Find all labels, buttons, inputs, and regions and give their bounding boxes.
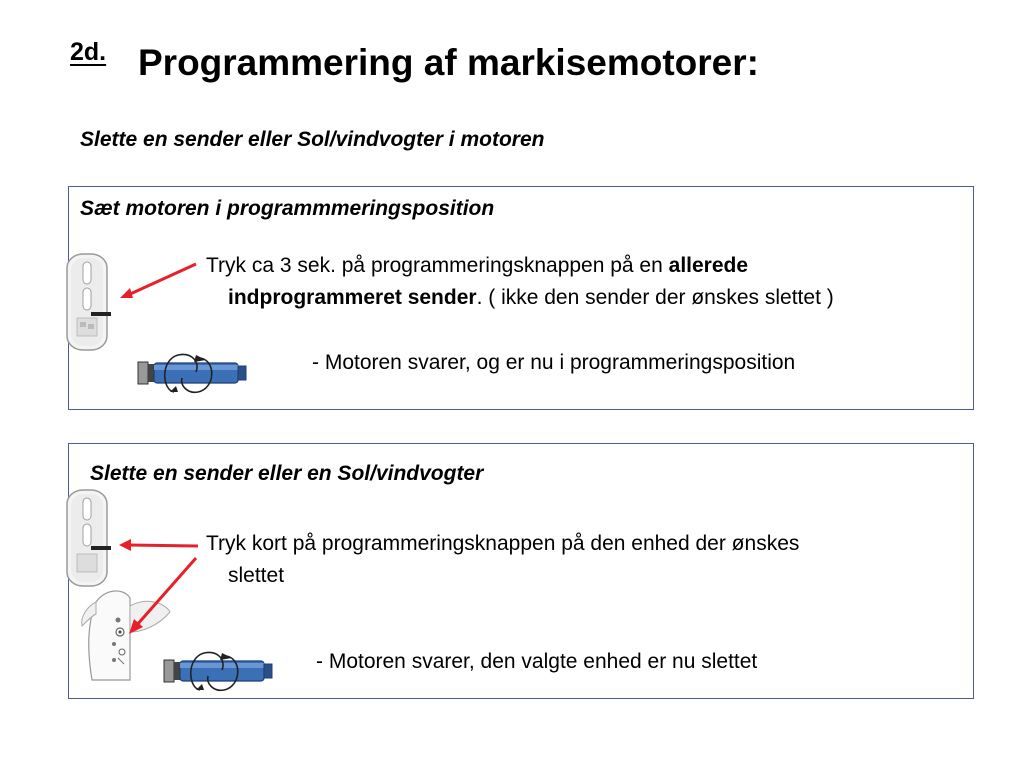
red-arrow-icon <box>118 262 200 302</box>
instruction-text: Tryk ca 3 sek. på programmeringsknappen på en <box>206 254 669 277</box>
instruction-bold: indprogrammeret sender <box>228 286 477 309</box>
panel2-instruction <box>206 528 966 592</box>
instruction-text: Tryk kort på programmeringsknappen på den enhed der ønskes <box>206 532 800 555</box>
red-arrow-icon <box>126 556 198 636</box>
remote-control-icon <box>67 488 117 588</box>
tubular-motor-icon <box>134 352 254 396</box>
tubular-motor-icon <box>160 650 280 694</box>
panel1-response: - Motoren svarer, og er nu i programmeringsposition <box>312 351 796 374</box>
instruction-text: . ( ikke den sender der ønskes slettet ) <box>476 286 834 309</box>
instruction-bold: allerede <box>668 254 749 277</box>
panel2-response: - Motoren svarer, den valgte enhed er nu slettet <box>316 650 758 673</box>
slide-number: 2d. <box>70 38 107 66</box>
remote-control-icon <box>67 252 117 352</box>
slide-subtitle: Slette en sender eller Sol/vindvogter i motoren <box>80 128 545 151</box>
instruction-text: slettet <box>228 564 285 587</box>
panel2-heading: Slette en sender eller en Sol/vindvogter <box>90 462 484 485</box>
panel1-instruction <box>206 250 976 314</box>
red-arrow-icon <box>118 536 200 556</box>
panel1-heading: Sæt motoren i programmmeringsposition <box>80 197 495 220</box>
slide-title: Programmering af markisemotorer: <box>138 42 759 83</box>
